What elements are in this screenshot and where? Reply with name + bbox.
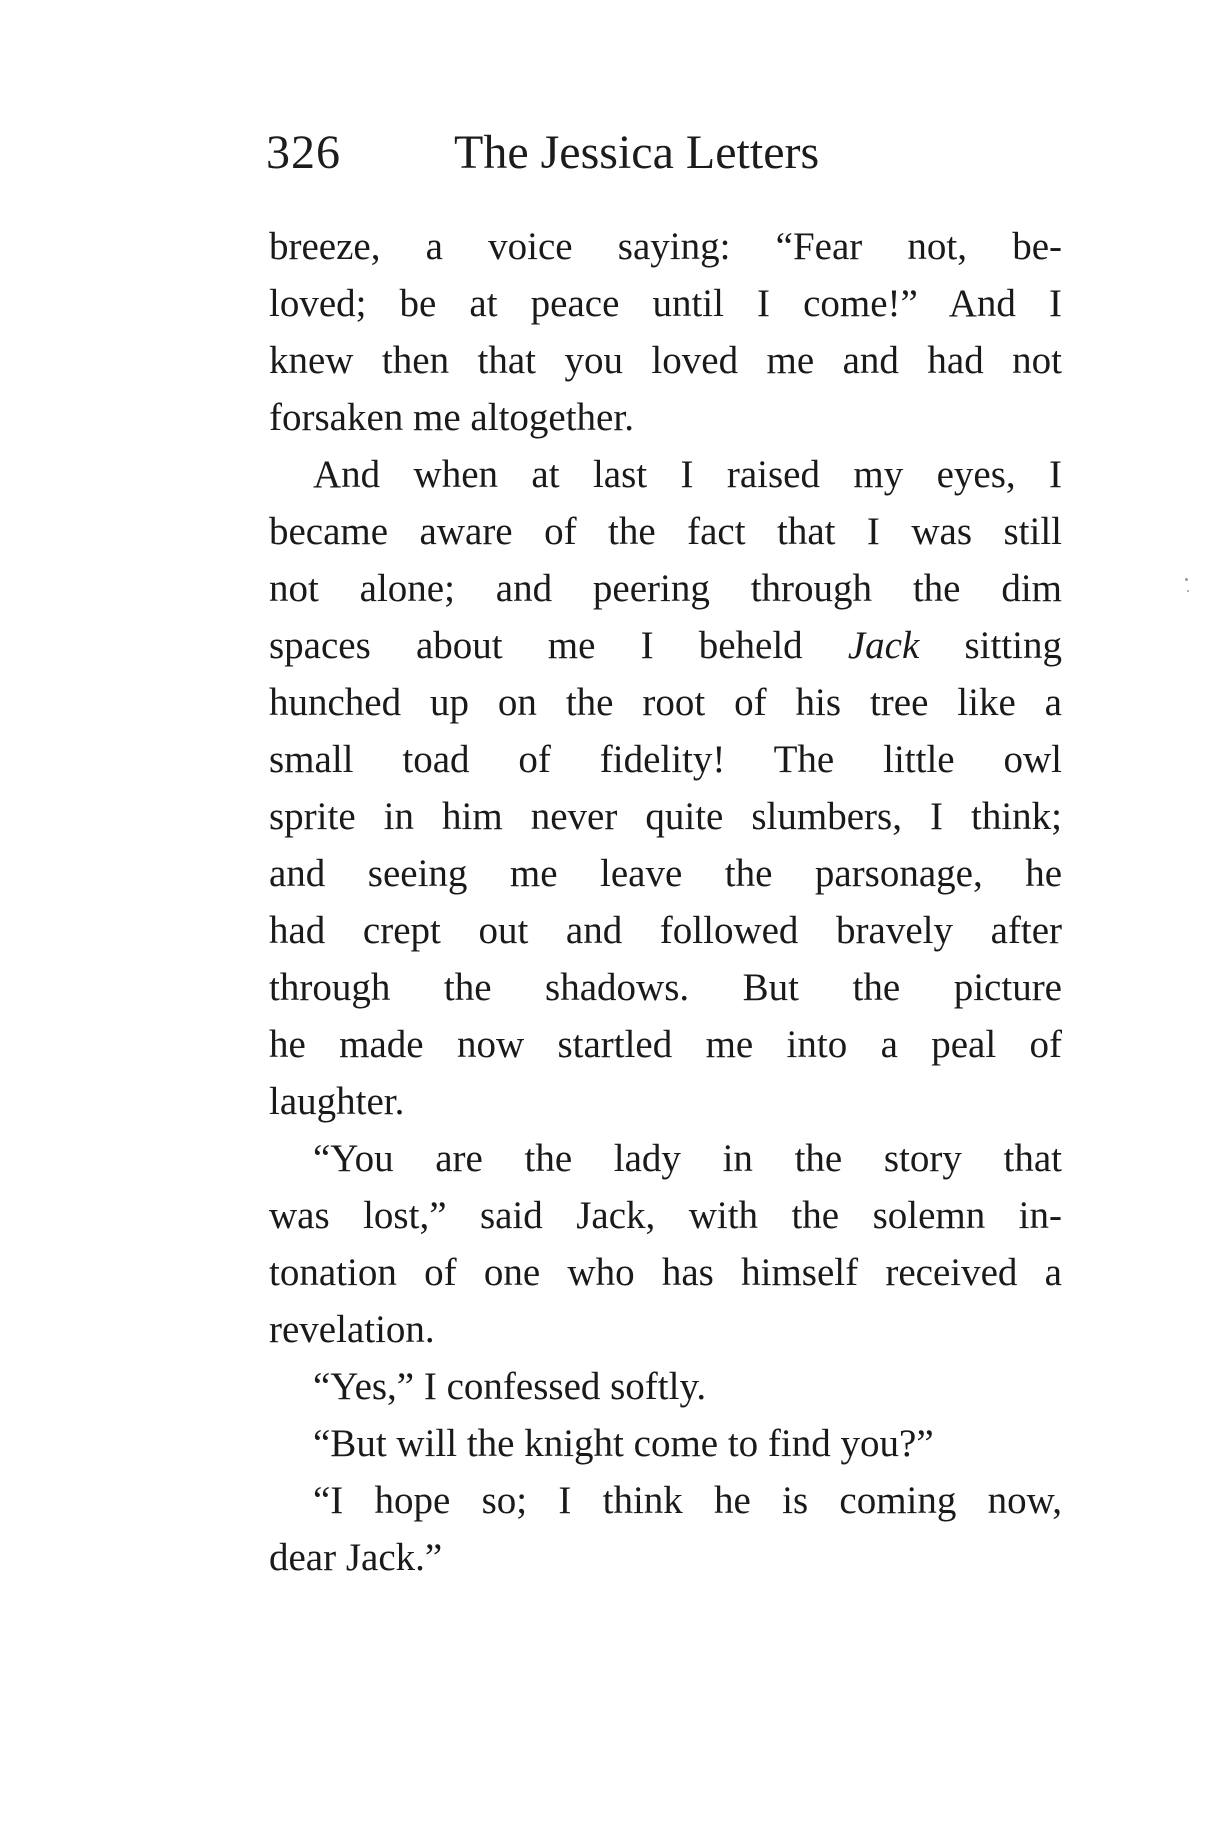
text-line: tonation of one who has himself received a — [269, 1251, 1062, 1294]
body-text — [269, 218, 1062, 1586]
text-line: hunched up on the root of his tree like a — [269, 681, 1062, 724]
text-line: through the shadows. But the picture — [269, 966, 1062, 1009]
text-line: had crept out and followed bravely after — [269, 909, 1062, 952]
text-line: became aware of the fact that I was still — [269, 510, 1062, 553]
text-line: breeze, a voice saying: “Fear not, be- — [269, 225, 1062, 268]
text-line: and seeing me leave the parsonage, he — [269, 852, 1062, 895]
page-number: 326 — [266, 126, 341, 179]
text-line: dear Jack.” — [269, 1536, 443, 1579]
text-line: revelation. — [269, 1308, 435, 1351]
paper-speck — [1187, 590, 1189, 592]
text-line — [269, 617, 1062, 674]
text-line: laughter. — [269, 1080, 405, 1123]
running-title: The Jessica Letters — [454, 126, 820, 179]
text-line: he made now startled me into a peal of — [269, 1023, 1062, 1066]
text-line: “I hope so; I think he is coming now, — [313, 1479, 1062, 1522]
italic-name: Jack — [847, 624, 920, 667]
text-line: sprite in him never quite slumbers, I think; — [269, 795, 1062, 838]
text-line: forsaken me altogether. — [269, 396, 634, 439]
text-line: was lost,” said Jack, with the solemn in- — [269, 1194, 1062, 1237]
text-segment: spaces about me I beheld — [269, 624, 848, 667]
text-line: loved; be at peace until I come!” And I — [269, 282, 1062, 325]
text-line: “Yes,” I confessed softly. — [313, 1365, 707, 1408]
text-line: And when at last I raised my eyes, I — [313, 453, 1062, 496]
text-line: not alone; and peering through the dim — [269, 567, 1062, 610]
text-line: “You are the lady in the story that — [313, 1137, 1062, 1180]
paper-speck — [1185, 578, 1188, 581]
text-line: “But will the knight come to find you?” — [313, 1422, 934, 1465]
text-segment: sitting — [919, 624, 1062, 667]
page-header — [266, 118, 1066, 188]
text-line: knew then that you loved me and had not — [269, 339, 1062, 382]
text-line: small toad of fidelity! The little owl — [269, 738, 1062, 781]
